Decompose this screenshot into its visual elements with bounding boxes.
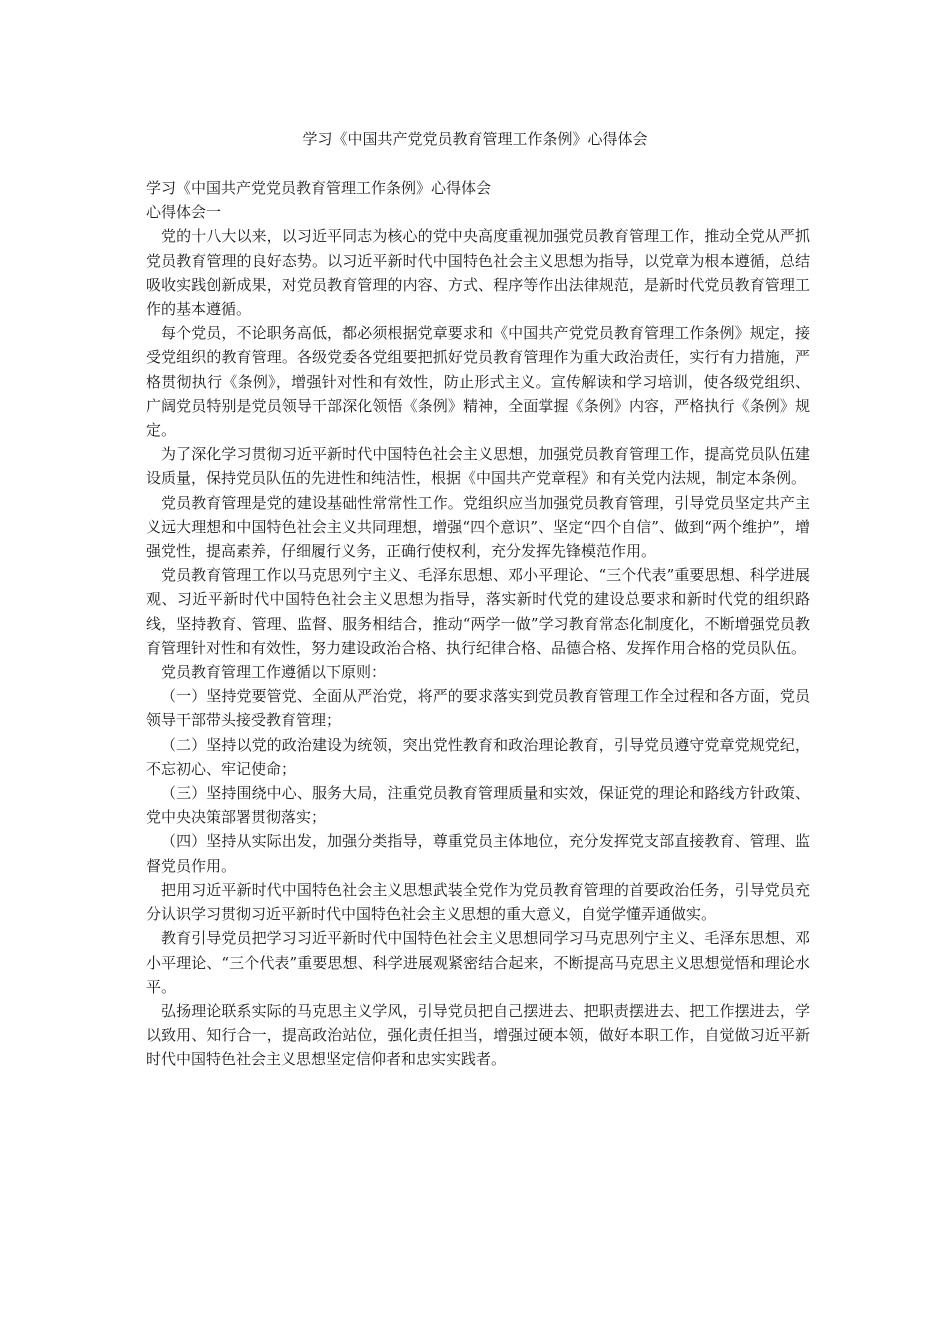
- paragraph: 党员教育管理是党的建设基础性常常性工作。党组织应当加强党员教育管理，引导党员坚定共产主义远大理想和中国特色社会主义共同理想，增强“四个意识”、坚定“四个自信”、做到“两个维护”，增强党性，提高素养，仔细履行义务，正确行使权利，充分发挥先锋模范作用。: [146, 493, 810, 561]
- principle-item: （三）坚持围绕中心、服务大局，注重党员教育管理质量和实效，保证党的理论和路线方针政策、党中央决策部署贯彻落实；: [146, 784, 810, 827]
- section-heading: 心得体会一: [146, 203, 222, 222]
- principle-item: （二）坚持以党的政治建设为统领，突出党性教育和政治理论教育，引导党员遵守党章党规党纪，不忘初心、牢记使命；: [146, 735, 810, 778]
- paragraph: 为了深化学习贯彻习近平新时代中国特色社会主义思想，加强党员教育管理工作，提高党员队伍建设质量，保持党员队伍的先进性和纯洁性，根据《中国共产党章程》和有关党内法规，制定本条例。: [146, 445, 810, 488]
- document-title: 学习《中国共产党党员教育管理工作条例》心得体会: [302, 130, 648, 148]
- document-subtitle: 学习《中国共产党党员教育管理工作条例》心得体会: [146, 179, 492, 197]
- paragraph: 党员教育管理工作遵循以下原则：: [161, 663, 387, 682]
- paragraph: 党员教育管理工作以马克思列宁主义、毛泽东思想、邓小平理论、“三个代表”重要思想、科学进展观、习近平新时代中国特色社会主义思想为指导，落实新时代党的建设总要求和新时代党的组织路线，坚持教育、管理、监督、服务相结合，推动“两学一做”学习教育常态化制度化，不断增强党员教育管理针对性和有效性，努力建设政治合格、执行纪律合格、品德合格、发挥作用合格的党员队伍。: [146, 566, 810, 657]
- paragraph: 党的十八大以来，以习近平同志为核心的党中央高度重视加强党员教育管理工作，推动全党从严抓党员教育管理的良好态势。以习近平新时代中国特色社会主义思想为指导，以党章为根本遵循，总结吸收实践创新成果，对党员教育管理的内容、方式、程序等作出法律规范，是新时代党员教育管理工作的基本遵循。: [146, 227, 810, 319]
- paragraph: 弘扬理论联系实际的马克思主义学风，引导党员把自己摆进去、把职责摆进去、把工作摆进去，学以致用、知行合一，提高政治站位，强化责任担当，增强过硬本领，做好本职工作，自觉做习近平新时代中国特色社会主义思想坚定信仰者和忠实实践者。: [146, 1001, 810, 1069]
- principle-item: （一）坚持党要管党、全面从严治党，将严的要求落实到党员教育管理工作全过程和各方面，党员领导干部带头接受教育管理；: [146, 687, 810, 730]
- paragraph: 每个党员，不论职务高低，都必须根据党章要求和《中国共产党党员教育管理工作条例》规定，接受党组织的教育管理。各级党委各党组要把抓好党员教育管理作为重大政治责任，实行有力措施，严格贯彻执行《条例》，增强针对性和有效性，防止形式主义。宣传解读和学习培训，使各级党组织、广阔党员特别是党员领导干部深化领悟《条例》精神，全面掌握《条例》内容，严格执行《条例》规定。: [146, 324, 810, 440]
- paragraph: 教育引导党员把学习习近平新时代中国特色社会主义思想同学习马克思列宁主义、毛泽东思想、邓小平理论、“三个代表”重要思想、科学进展观紧密结合起来，不断提高马克思主义思想觉悟和理论水平。: [146, 929, 810, 996]
- paragraph: 把用习近平新时代中国特色社会主义思想武装全党作为党员教育管理的首要政治任务，引导党员充分认识学习贯彻习近平新时代中国特色社会主义思想的重大意义，自觉学懂弄通做实。: [146, 880, 810, 924]
- document-body: [146, 176, 810, 1072]
- principle-item: （四）坚持从实际出发，加强分类指导，尊重党员主体地位，充分发挥党支部直接教育、管理、监督党员作用。: [146, 832, 810, 875]
